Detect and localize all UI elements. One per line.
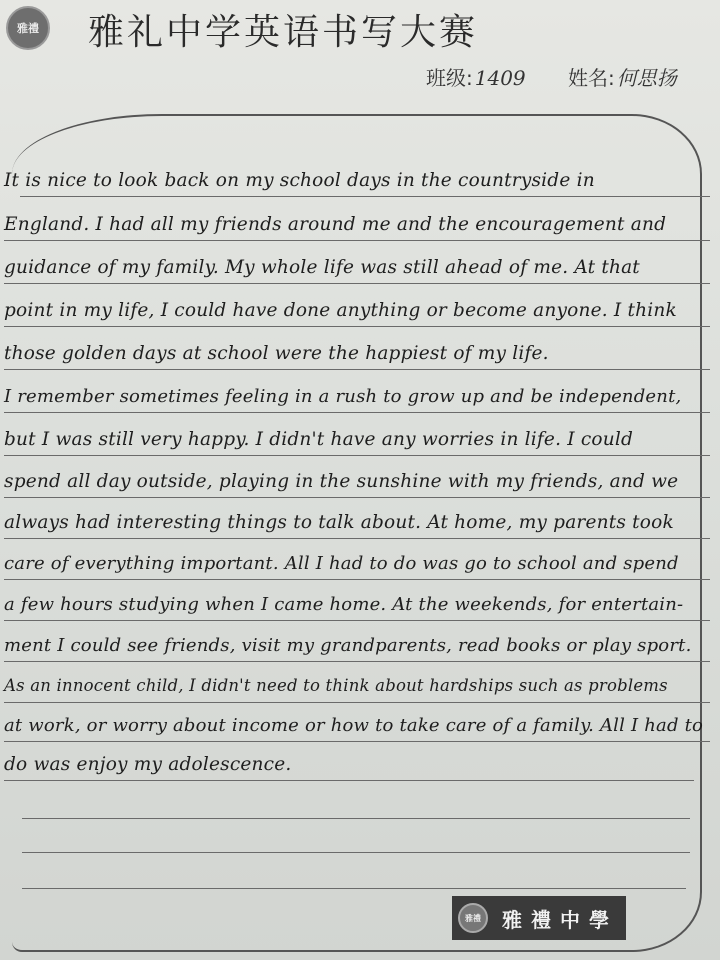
- ruled-line: [4, 240, 710, 241]
- ruled-line: [4, 702, 710, 703]
- ruled-line: [4, 455, 710, 456]
- essay-line: a few hours studying when I came home. At the weekends, for entertain-: [4, 594, 684, 615]
- page-title: 雅礼中学英语书写大赛: [88, 12, 479, 53]
- class-label: 班级:: [426, 66, 473, 90]
- ruled-line: [4, 661, 710, 662]
- essay-line: point in my life, I could have done anything or become anyone. I think: [4, 300, 677, 321]
- name-value: 何思扬: [616, 66, 677, 90]
- class-value: 1409: [474, 66, 526, 90]
- ruled-line: [4, 780, 694, 781]
- essay-line: care of everything important. All I had to do was go to school and spend: [4, 553, 679, 574]
- ruled-line: [4, 412, 710, 413]
- essay-line: It is nice to look back on my school days in the countryside in: [4, 170, 595, 191]
- ruled-line: [22, 852, 690, 853]
- essay-line: As an innocent child, I didn't need to think about hardships such as problems: [4, 676, 668, 695]
- ruled-line: [22, 888, 686, 889]
- stamp-text: 雅禮中學: [502, 907, 618, 932]
- name-label: 姓名:: [568, 66, 615, 90]
- ruled-line: [4, 497, 710, 498]
- logo-text: 雅禮: [17, 22, 39, 35]
- ruled-line: [4, 283, 710, 284]
- stamp-logo-text: 雅禮: [465, 912, 481, 923]
- essay-line: I remember sometimes feeling in a rush to grow up and be independent,: [4, 386, 682, 407]
- essay-line: at work, or worry about income or how to take care of a family. All I had to: [4, 715, 704, 736]
- essay-line: ment I could see friends, visit my grandparents, read books or play sport.: [4, 635, 692, 656]
- ruled-line: [20, 196, 710, 197]
- ruled-line: [4, 538, 710, 539]
- essay-line: always had interesting things to talk about. At home, my parents took: [4, 512, 674, 533]
- ruled-line: [4, 326, 710, 327]
- essay-line: but I was still very happy. I didn't have any worries in life. I could: [4, 429, 633, 450]
- school-stamp: [452, 896, 626, 940]
- ruled-line: [4, 369, 710, 370]
- stamp-logo: [458, 903, 488, 933]
- essay-line: do was enjoy my adolescence.: [4, 754, 292, 775]
- essay-line: England. I had all my friends around me and the encouragement and: [4, 214, 667, 235]
- ruled-line: [4, 741, 710, 742]
- ruled-line: [4, 620, 710, 621]
- ruled-line: [22, 818, 690, 819]
- ruled-line: [4, 579, 710, 580]
- essay-line: spend all day outside, playing in the sunshine with my friends, and we: [4, 471, 679, 492]
- essay-line: those golden days at school were the happiest of my life.: [4, 343, 549, 364]
- essay-line: guidance of my family. My whole life was still ahead of me. At that: [4, 257, 640, 278]
